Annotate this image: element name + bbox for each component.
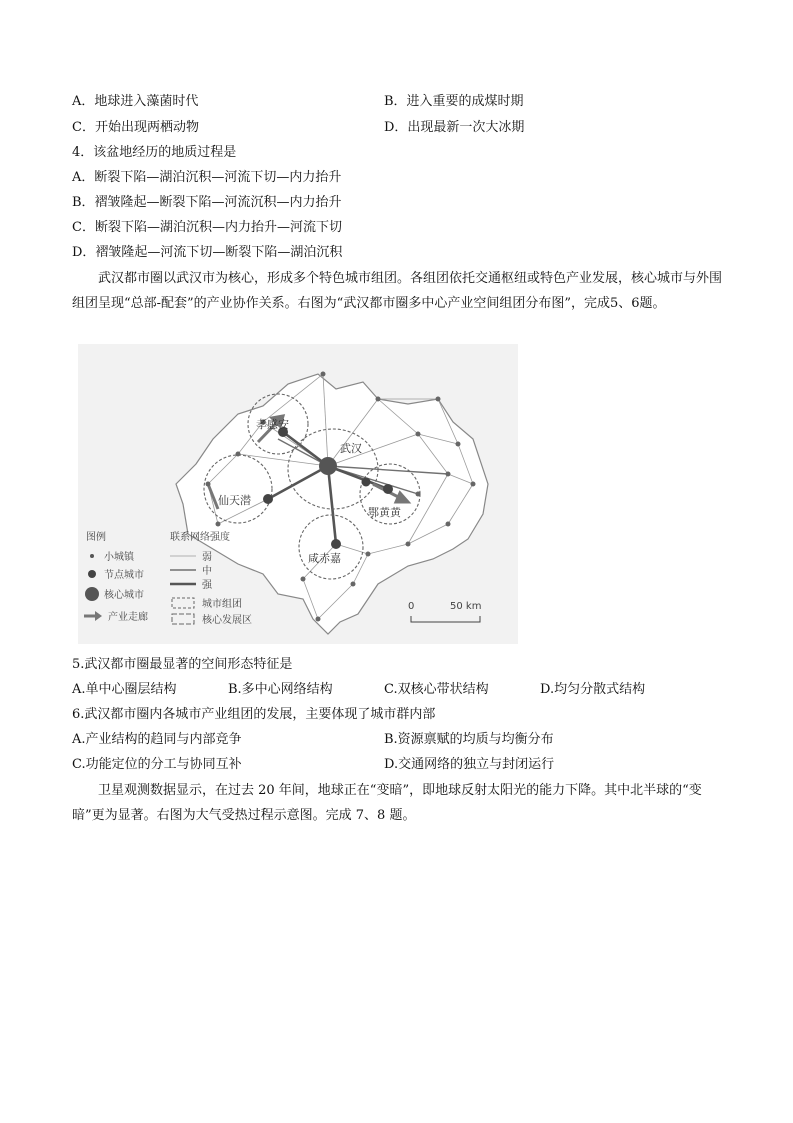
q3-option-b: B．进入重要的成煤时期 — [384, 94, 524, 109]
q5-option-b: B.多中心网络结构 — [228, 682, 333, 697]
q5-option-d: D.均匀分散式结构 — [540, 682, 646, 697]
q6-option-d: D.交通网络的独立与封闭运行 — [384, 757, 555, 772]
q3-option-c: C．开始出现两栖动物 — [72, 120, 199, 135]
label-ezhou: 鄂黄黄 — [368, 506, 401, 519]
legend-strong: 强 — [202, 580, 212, 591]
legend-small-town: 小城镇 — [104, 552, 134, 563]
q6-option-c: C.功能定位的分工与协同互补 — [72, 757, 242, 772]
core-city-wuhan — [319, 457, 337, 475]
scale-label: 50 km — [450, 601, 482, 612]
legend-core-zone: 核心发展区 — [202, 615, 252, 626]
earth-dimming-passage: 卫星观测数据显示，在过去 20 年间，地球正在“变暗”，即地球反射太阳光的能力下降。其中北半球的“变暗”更为显著。右图为大气受热过程示意图。完成 7、8 题。 — [72, 783, 702, 823]
label-xianning: 咸赤嘉 — [308, 552, 341, 565]
q6-option-b: B.资源禀赋的均质与均衡分布 — [384, 732, 554, 747]
q4-option-a: A．断裂下陷—湖泊沉积—河流下切—内力抬升 — [72, 170, 342, 185]
legend-core-city: 核心城市 — [104, 590, 144, 601]
legend-title: 图例 — [86, 532, 106, 543]
legend-network-title: 联系网络强度 — [170, 532, 230, 543]
q6-stem: 6.武汉都市圈内各城市产业组团的发展，主要体现了城市群内部 — [72, 707, 436, 722]
scale-zero: 0 — [408, 601, 415, 612]
q5-stem: 5.武汉都市圈最显著的空间形态特征是 — [72, 657, 293, 672]
legend-node-city: 节点城市 — [104, 570, 144, 581]
q4-option-d: D．褶皱隆起—河流下切—断裂下陷—湖泊沉积 — [72, 245, 343, 260]
wuhan-metro-map — [78, 344, 518, 644]
legend-medium: 中 — [202, 566, 212, 577]
q4-option-b: B．褶皱隆起—断裂下陷—河流沉积—内力抬升 — [72, 195, 342, 210]
q4-option-c: C．断裂下陷—湖泊沉积—内力抬升—河流下切 — [72, 220, 342, 235]
wuhan-passage: 武汉都市圈以武汉市为核心，形成多个特色城市组团。各组团依托交通枢纽或特色产业发展，核心城市与外围组团呈现“总部-配套”的产业协作关系。右图为“武汉都市圈多中心产业空间组团分布图”，完成5、6题。 — [72, 271, 723, 311]
legend-corridor: 产业走廊 — [108, 612, 148, 623]
legend-weak: 弱 — [202, 552, 212, 563]
label-xiaogan: 孝感安 — [256, 418, 289, 431]
q5-option-a: A.单中心圈层结构 — [72, 682, 177, 697]
q5-option-c: C.双核心带状结构 — [384, 682, 489, 697]
q3-option-a: A．地球进入藻菌时代 — [72, 94, 199, 109]
label-xiantao: 仙天潜 — [218, 494, 251, 507]
legend-city-group: 城市组团 — [202, 599, 242, 610]
q6-option-a: A.产业结构的趋同与内部竞争 — [72, 732, 242, 747]
label-wuhan: 武汉 — [340, 442, 362, 455]
q3-option-d: D．出现最新一次大冰期 — [384, 120, 525, 135]
q4-stem: 4．该盆地经历的地质过程是 — [72, 145, 237, 160]
